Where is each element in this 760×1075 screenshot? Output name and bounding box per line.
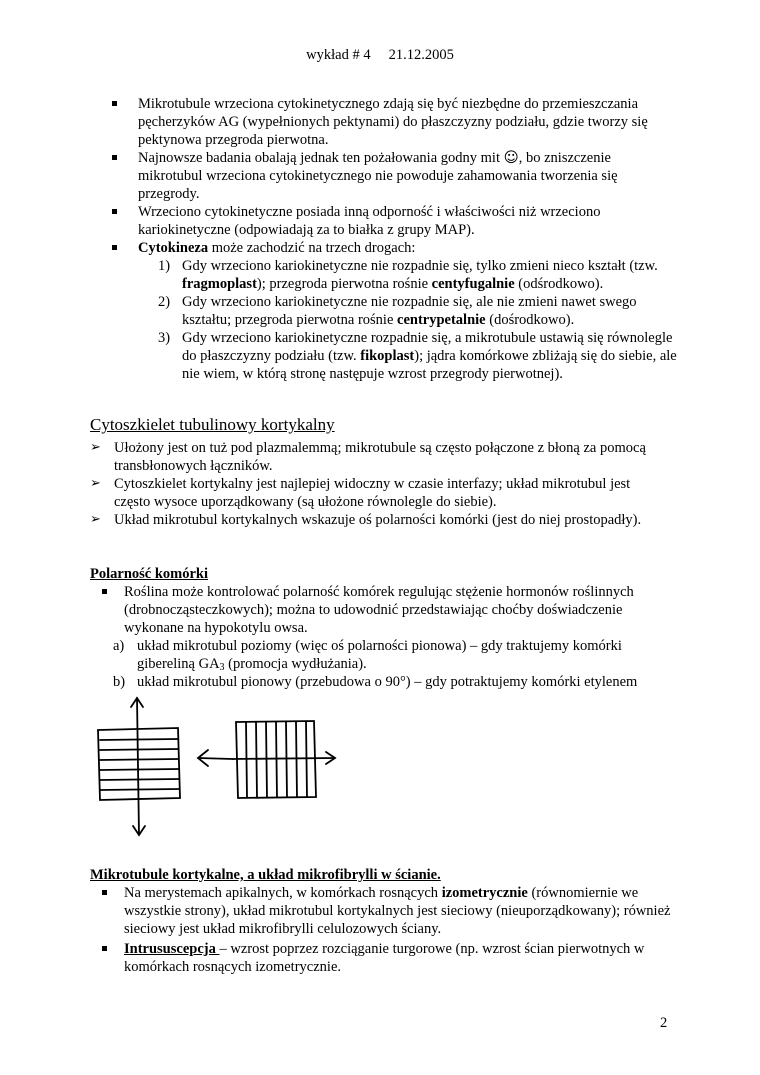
list-item: Mikrotubule wrzeciona cytokinetycznego zdają się być niezbędne do przemieszczania pęcherzyków AG (wypełnionych pektynami) do płaszczyzny podziału, gdzie tworzy się pektynowa przegroda pierwotna.: [112, 95, 672, 149]
arrow-bullet-icon: ➢: [90, 512, 101, 527]
numbered-item: 1) Gdy wrzeciono kariokinetyczne nie rozpadnie się, tylko zmieni nieco kształt (tzw. fragmoplast); przegroda pierwotna rośnie centyfugalnie (odśrodkowo).: [158, 258, 658, 292]
arrow-bullet-icon: ➢: [90, 476, 101, 491]
list-item: ➢ Cytoszkielet kortykalny jest najlepiej widoczny w czasie interfazy; układ mikrotubul jest często wysoce uporządkowany (są ułożone równolegle do siebie).: [90, 476, 631, 510]
lecture-date: 21.12.2005: [388, 47, 454, 63]
bullet-icon: [102, 946, 107, 951]
section-heading-cytoskeleton: Cytoszkielet tubulinowy kortykalny: [90, 415, 335, 434]
numbered-item: 3) Gdy wrzeciono kariokinetyczne rozpadnie się, a mikrotubule ustawią się równolegle do płaszczyzny podziału (tzw. fikoplast); jądra komórkowe zbliżają się do siebie, ale nie wiem, w którą stronę następuje wzrost przegrody pierwotnej).: [158, 330, 677, 382]
lettered-item: b) układ mikrotubul pionowy (przebudowa o 90°) – gdy potraktujemy komórki etylenem: [113, 674, 638, 690]
list-item: Najnowsze badania obalają jednak ten pożałowania godny mit ☺, bo zniszczenie mikrotubul wrzeciona cytokinetycznego nie powoduje zahamowania tworzenia się przegrody.: [112, 149, 672, 203]
bullet-icon: [112, 245, 117, 250]
bullet-icon: [112, 155, 117, 160]
page-header: [0, 46, 760, 64]
left-arrow: [198, 750, 233, 766]
bullet-icon: [102, 589, 107, 594]
list-item: ➢ Układ mikrotubul kortykalnych wskazuje oś polarności komórki (jest do niej prostopadły).: [90, 512, 642, 528]
section-heading-cortical: Mikrotubule kortykalne, a układ mikrofibrylli w ścianie.: [90, 867, 441, 883]
list-item: Roślina może kontrolować polarność komórek regulując stężenie hormonów roślinnych (drobnocząsteczkowych); można to udowodnić przedstawiając choćby doświadczenie wykonane na hypokotylu owsa.: [100, 583, 670, 637]
bullet-icon: [102, 890, 107, 895]
lecture-title: wykład # 4: [306, 47, 371, 63]
numbered-item: 2) Gdy wrzeciono kariokinetyczne nie rozpadnie się, ale nie zmieni nawet swego kształtu; przegroda pierwotna rośnie centrypetalnie (dośrodkowo).: [158, 294, 637, 328]
list-item: Na merystemach apikalnych, w komórkach rosnących izometrycznie (równomiernie we wszystkie strony), układ mikrotubul kortykalnych jest sieciowy (nieuporządkowany); również sieciowy jest układ mikrofibrylli celulozowych ściany.: [100, 884, 674, 938]
horizontal-axis-arrow: [233, 752, 335, 764]
list-item: Intrususcepcja – wzrost poprzez rozciąganie turgorowe (np. wzrost ścian pierwotnych w komórkach rosnących izometrycznie.: [100, 940, 674, 976]
bullet-icon: [112, 101, 117, 106]
microtubule-diagram: [90, 695, 450, 845]
page-number: 2: [660, 1015, 668, 1031]
list-item: ➢ Ułożony jest on tuż pod plazmalemmą; mikrotubule są często połączone z błoną za pomocą transbłonowych łączników.: [90, 440, 646, 474]
lettered-item: a) układ mikrotubul poziomy (więc oś polarności pionowa) – gdy traktujemy komórki gibereliną $GA_3$ (promocja wydłużania).: [113, 638, 622, 673]
list-item: Wrzeciono cytokinetyczne posiada inną odporność i właściwości niż wrzeciono kariokinetyczne (odpowiadają za to białka z grupy MAP).: [112, 203, 672, 239]
vertical-axis-arrow: [131, 698, 145, 835]
section-heading-polarity: Polarność komórki: [90, 566, 209, 582]
bullet-icon: [112, 209, 117, 214]
arrow-bullet-icon: ➢: [90, 440, 101, 455]
list-item: Cytokineza może zachodzić na trzech drogach:: [112, 239, 672, 257]
smiley-icon: ☺: [503, 150, 519, 166]
